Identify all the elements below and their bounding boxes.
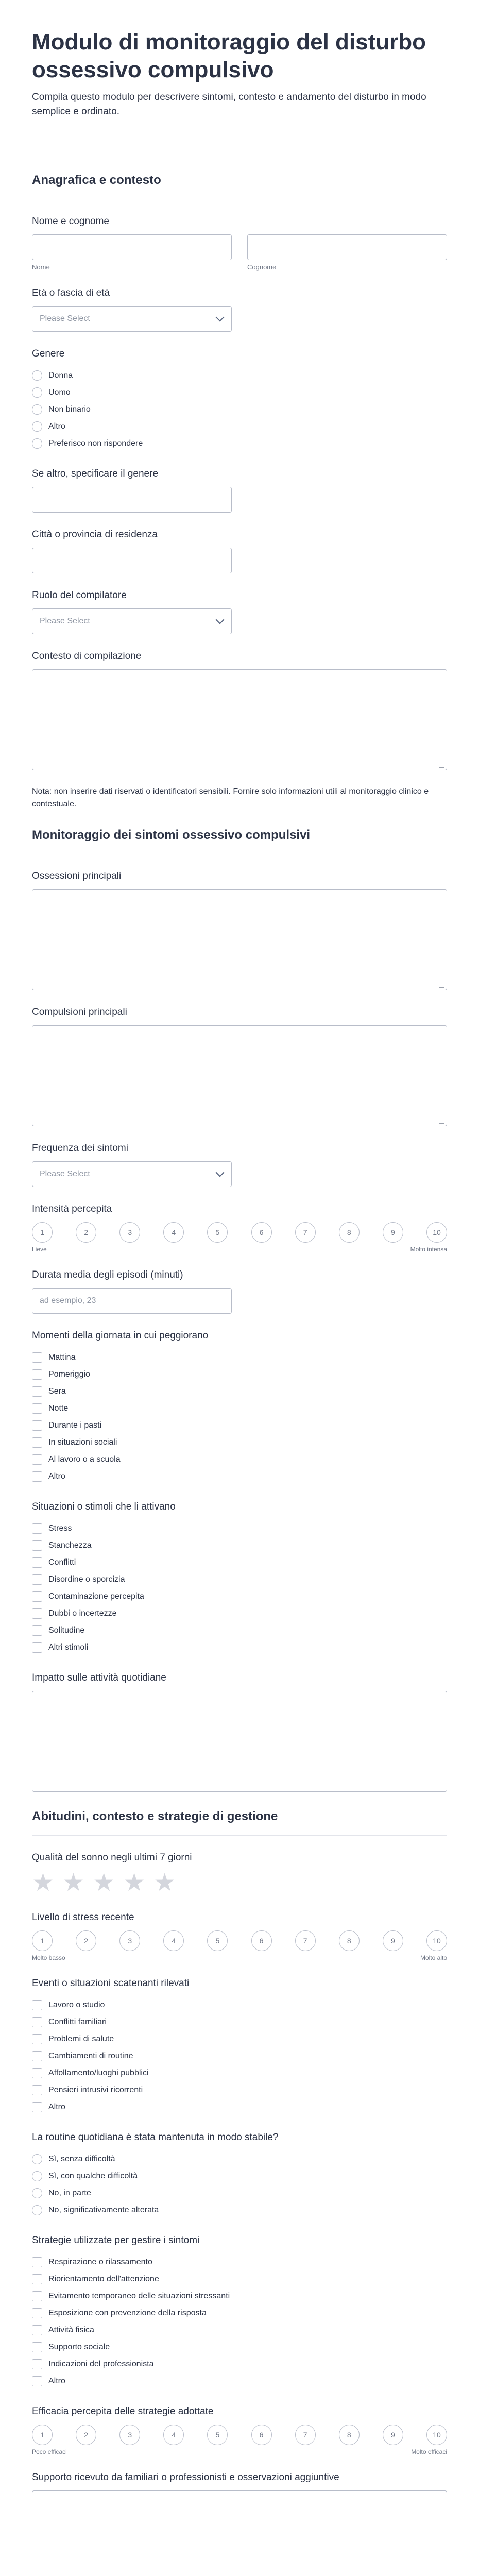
routine-option-label: Sì, senza difficoltà bbox=[48, 2154, 115, 2163]
star-icon[interactable]: ★ bbox=[62, 1869, 85, 1896]
checkbox[interactable] bbox=[32, 2085, 42, 2095]
checkbox[interactable] bbox=[32, 2034, 42, 2044]
strategies-option-label: Supporto sociale bbox=[48, 2342, 110, 2351]
strategies-option-label: Esposizione con prevenzione della risposta bbox=[48, 2308, 207, 2317]
resize-grip-icon[interactable] bbox=[439, 982, 444, 988]
gender-option-label: Donna bbox=[48, 370, 73, 380]
events-option-label: Altro bbox=[48, 2102, 65, 2111]
section-title-sintomi: Monitoraggio dei sintomi ossessivo compulsivi bbox=[32, 810, 447, 854]
checkbox[interactable] bbox=[32, 1403, 42, 1414]
support-textarea[interactable] bbox=[32, 2490, 447, 2576]
section-title-anagrafica: Anagrafica e contesto bbox=[32, 156, 447, 199]
checkbox[interactable] bbox=[32, 1471, 42, 1482]
routine-field bbox=[0, 2115, 479, 2218]
moments-option-label: Al lavoro o a scuola bbox=[48, 1454, 121, 1464]
moments-option[interactable] bbox=[32, 1417, 447, 1434]
first-name-sublabel: Nome bbox=[32, 263, 50, 271]
checkbox[interactable] bbox=[32, 1420, 42, 1431]
moments-option-label: In situazioni sociali bbox=[48, 1437, 117, 1447]
triggers-option[interactable] bbox=[32, 1605, 447, 1622]
radio-button[interactable] bbox=[32, 2205, 42, 2215]
triggers-option-label: Stress bbox=[48, 1523, 72, 1533]
checkbox[interactable] bbox=[32, 2102, 42, 2112]
moments-field bbox=[0, 1314, 479, 1485]
duration-input[interactable] bbox=[32, 1288, 232, 1314]
strategies-option[interactable] bbox=[32, 2253, 447, 2270]
resize-grip-icon[interactable] bbox=[439, 1118, 444, 1124]
checkbox[interactable] bbox=[32, 2051, 42, 2061]
triggers-option[interactable] bbox=[32, 1571, 447, 1588]
star-icon[interactable]: ★ bbox=[93, 1869, 115, 1896]
scale-option[interactable]: 1 bbox=[32, 1222, 53, 1243]
triggers-option[interactable] bbox=[32, 1537, 447, 1554]
strategies-option[interactable] bbox=[32, 2372, 447, 2389]
context-label: Contesto di compilazione bbox=[32, 651, 142, 662]
impact-label: Impatto sulle attività quotidiane bbox=[32, 1672, 166, 1683]
events-option-label: Affollamento/luoghi pubblici bbox=[48, 2068, 149, 2077]
gender-other-input[interactable] bbox=[32, 487, 232, 513]
compulsions-label: Compulsioni principali bbox=[32, 1007, 127, 1018]
section-title-abitudini: Abitudini, contesto e strategie di gestione bbox=[32, 1792, 447, 1836]
scale-option[interactable]: 9 bbox=[383, 1222, 403, 1243]
events-option[interactable] bbox=[32, 1996, 447, 2013]
scale-option[interactable]: 3 bbox=[119, 1930, 140, 1951]
checkbox[interactable] bbox=[32, 2376, 42, 2386]
scale-option[interactable]: 3 bbox=[119, 1222, 140, 1243]
moments-option-label: Sera bbox=[48, 1386, 66, 1396]
moments-option-label: Notte bbox=[48, 1403, 69, 1413]
routine-option-label: No, in parte bbox=[48, 2188, 91, 2197]
moments-option[interactable] bbox=[32, 1451, 447, 1468]
frequency-select-value: Please Select bbox=[40, 1170, 90, 1178]
impact-field bbox=[0, 1656, 479, 1792]
gender-other-label: Se altro, specificare il genere bbox=[32, 468, 159, 479]
triggers-option[interactable] bbox=[32, 1588, 447, 1605]
scale-high-label: Molto intensa bbox=[410, 1246, 447, 1253]
triggers-option-label: Altri stimoli bbox=[48, 1642, 89, 1652]
support-label: Supporto ricevuto da familiari o professionisti e osservazioni aggiuntive bbox=[32, 2472, 339, 2483]
scale-option[interactable]: 10 bbox=[426, 2425, 447, 2445]
name-label: Nome e cognome bbox=[32, 216, 109, 227]
resize-grip-icon[interactable] bbox=[439, 1784, 444, 1789]
radio-button[interactable] bbox=[32, 370, 42, 381]
first-name-input[interactable] bbox=[32, 234, 232, 260]
duration-label: Durata media degli episodi (minuti) bbox=[32, 1269, 183, 1280]
events-option-label: Cambiamenti di routine bbox=[48, 2051, 133, 2060]
chevron-down-icon bbox=[216, 616, 225, 624]
moments-option-label: Pomeriggio bbox=[48, 1369, 90, 1379]
stress-label: Livello di stress recente bbox=[32, 1912, 134, 1923]
strategies-option[interactable] bbox=[32, 2338, 447, 2355]
checkbox[interactable] bbox=[32, 2274, 42, 2284]
scale-option[interactable]: 4 bbox=[163, 1930, 184, 1951]
gender-option-label: Altro bbox=[48, 421, 65, 431]
scale-low-label: Poco efficaci bbox=[32, 2448, 67, 2455]
privacy-note: Nota: non inserire dati riservati o identificatori sensibili. Fornire solo informazioni utili al monitoraggio clinico e contestuale. bbox=[32, 787, 429, 808]
radio-button[interactable] bbox=[32, 421, 42, 432]
first-name-group bbox=[32, 234, 232, 271]
gender-option-label: Non binario bbox=[48, 404, 91, 414]
checkbox[interactable] bbox=[32, 2017, 42, 2027]
routine-label: La routine quotidiana è stata mantenuta in modo stabile? bbox=[32, 2132, 279, 2143]
gender-option[interactable] bbox=[32, 418, 447, 435]
strategies-option-label: Riorientamento dell'attenzione bbox=[48, 2274, 159, 2283]
radio-button[interactable] bbox=[32, 438, 42, 449]
strategies-option[interactable] bbox=[32, 2355, 447, 2372]
scale-option[interactable]: 1 bbox=[32, 2425, 53, 2445]
routine-options bbox=[32, 2150, 447, 2218]
checkbox[interactable] bbox=[32, 1540, 42, 1551]
gender-option-label: Preferisco non rispondere bbox=[48, 438, 143, 448]
strategies-field bbox=[0, 2218, 479, 2389]
last-name-sublabel: Cognome bbox=[247, 263, 277, 271]
age-label: Età o fascia di età bbox=[32, 287, 110, 298]
name-row bbox=[32, 234, 447, 271]
routine-option-label: No, significativamente alterata bbox=[48, 2205, 159, 2214]
triggers-option[interactable] bbox=[32, 1520, 447, 1537]
checkbox[interactable] bbox=[32, 1608, 42, 1619]
strategies-label: Strategie utilizzate per gestire i sintomi bbox=[32, 2235, 200, 2246]
compiler-select-value: Please Select bbox=[40, 617, 90, 625]
intensity-field bbox=[0, 1187, 479, 1253]
events-option[interactable] bbox=[32, 2030, 447, 2047]
scale-option[interactable]: 2 bbox=[76, 1930, 96, 1951]
sleep-star-rating bbox=[32, 1871, 447, 1895]
compiler-label: Ruolo del compilatore bbox=[32, 590, 127, 601]
obsessions-textarea[interactable] bbox=[32, 889, 447, 990]
form-title: Modulo di monitoraggio del disturbo ossessivo compulsivo bbox=[32, 29, 426, 82]
city-input[interactable] bbox=[32, 548, 232, 573]
strategies-option[interactable] bbox=[32, 2270, 447, 2287]
moments-option-label: Durante i pasti bbox=[48, 1420, 102, 1430]
events-field bbox=[0, 1961, 479, 2115]
events-option[interactable] bbox=[32, 2081, 447, 2098]
sleep-label: Qualità del sonno negli ultimi 7 giorni bbox=[32, 1852, 192, 1863]
gender-other-field bbox=[0, 452, 479, 513]
radio-button[interactable] bbox=[32, 2188, 42, 2198]
stress-field bbox=[0, 1895, 479, 1961]
age-field bbox=[0, 271, 479, 332]
scale-option[interactable]: 8 bbox=[339, 2425, 360, 2445]
chevron-down-icon bbox=[216, 1168, 225, 1177]
checkbox[interactable] bbox=[32, 2342, 42, 2352]
scale-option[interactable]: 7 bbox=[295, 1222, 316, 1243]
star-icon[interactable]: ★ bbox=[123, 1869, 146, 1896]
frequency-field bbox=[0, 1126, 479, 1187]
moments-option[interactable] bbox=[32, 1383, 447, 1400]
routine-option-label: Sì, con qualche difficoltà bbox=[48, 2171, 138, 2180]
scale-option[interactable]: 6 bbox=[251, 1222, 272, 1243]
gender-field bbox=[0, 332, 479, 452]
scale-option[interactable]: 3 bbox=[119, 2425, 140, 2445]
name-field bbox=[0, 199, 479, 271]
strategies-option[interactable] bbox=[32, 2287, 447, 2304]
intensity-scale-ends bbox=[32, 1246, 447, 1253]
events-options bbox=[32, 1996, 447, 2115]
obsessions-field bbox=[0, 854, 479, 990]
chevron-down-icon bbox=[216, 313, 225, 322]
scale-low-label: Molto basso bbox=[32, 1954, 65, 1961]
moments-option[interactable] bbox=[32, 1468, 447, 1485]
moments-option-label: Altro bbox=[48, 1471, 65, 1481]
context-field bbox=[0, 634, 479, 770]
triggers-option-label: Stanchezza bbox=[48, 1540, 92, 1550]
events-option-label: Pensieri intrusivi ricorrenti bbox=[48, 2085, 143, 2094]
routine-option[interactable] bbox=[32, 2150, 447, 2167]
strategies-option-label: Attività fisica bbox=[48, 2325, 94, 2334]
checkbox[interactable] bbox=[32, 1625, 42, 1636]
scale-low-label: Lieve bbox=[32, 1246, 47, 1253]
scale-option[interactable]: 9 bbox=[383, 1930, 403, 1951]
checkbox[interactable] bbox=[32, 2291, 42, 2301]
gender-option[interactable] bbox=[32, 401, 447, 418]
city-field bbox=[0, 513, 479, 573]
strategies-option-label: Respirazione o rilassamento bbox=[48, 2257, 152, 2266]
triggers-option[interactable] bbox=[32, 1554, 447, 1571]
intensity-scale bbox=[32, 1222, 447, 1243]
impact-textarea[interactable] bbox=[32, 1691, 447, 1792]
scale-option[interactable]: 6 bbox=[251, 1930, 272, 1951]
checkbox[interactable] bbox=[32, 1369, 42, 1380]
radio-button[interactable] bbox=[32, 404, 42, 415]
strategies-option-label: Indicazioni del professionista bbox=[48, 2359, 154, 2368]
checkbox[interactable] bbox=[32, 1352, 42, 1363]
stress-scale bbox=[32, 1930, 447, 1951]
scale-option[interactable]: 5 bbox=[207, 2425, 228, 2445]
moments-option[interactable] bbox=[32, 1349, 447, 1366]
radio-button[interactable] bbox=[32, 387, 42, 398]
scale-option[interactable]: 9 bbox=[383, 2425, 403, 2445]
intensity-label: Intensità percepita bbox=[32, 1204, 112, 1214]
moments-option[interactable] bbox=[32, 1400, 447, 1417]
age-select-value: Please Select bbox=[40, 314, 90, 323]
form-header bbox=[0, 0, 479, 140]
events-option-label: Conflitti familiari bbox=[48, 2017, 107, 2026]
strategies-options bbox=[32, 2253, 447, 2389]
scale-option[interactable]: 6 bbox=[251, 2425, 272, 2445]
moments-label: Momenti della giornata in cui peggiorano bbox=[32, 1330, 209, 1341]
radio-button[interactable] bbox=[32, 2154, 42, 2164]
duration-field bbox=[0, 1253, 479, 1314]
events-option-label: Problemi di salute bbox=[48, 2034, 114, 2043]
scale-option[interactable]: 1 bbox=[32, 1930, 53, 1951]
events-option[interactable] bbox=[32, 2064, 447, 2081]
compulsions-field bbox=[0, 990, 479, 1126]
scale-option[interactable]: 4 bbox=[163, 1222, 184, 1243]
moments-options bbox=[32, 1349, 447, 1485]
gender-option-label: Uomo bbox=[48, 387, 71, 397]
efficacy-field bbox=[0, 2389, 479, 2455]
compiler-select[interactable] bbox=[32, 608, 232, 634]
scale-option[interactable]: 4 bbox=[163, 2425, 184, 2445]
triggers-option-label: Contaminazione percepita bbox=[48, 1591, 144, 1601]
radio-button[interactable] bbox=[32, 2171, 42, 2181]
strategies-option[interactable] bbox=[32, 2321, 447, 2338]
frequency-select[interactable] bbox=[32, 1161, 232, 1187]
triggers-option-label: Conflitti bbox=[48, 1557, 76, 1567]
triggers-option-label: Disordine o sporcizia bbox=[48, 1574, 125, 1584]
routine-option[interactable] bbox=[32, 2184, 447, 2201]
events-option-label: Lavoro o studio bbox=[48, 2000, 105, 2009]
age-select[interactable] bbox=[32, 306, 232, 332]
triggers-field bbox=[0, 1485, 479, 1656]
gender-option[interactable] bbox=[32, 435, 447, 452]
triggers-option-label: Solitudine bbox=[48, 1625, 85, 1635]
events-label: Eventi o situazioni scatenanti rilevati bbox=[32, 1978, 190, 1989]
moments-option-label: Mattina bbox=[48, 1352, 76, 1362]
gender-label: Genere bbox=[32, 348, 65, 359]
checkbox[interactable] bbox=[32, 2308, 42, 2318]
scale-option[interactable]: 5 bbox=[207, 1930, 228, 1951]
scale-option[interactable]: 2 bbox=[76, 2425, 96, 2445]
triggers-option-label: Dubbi o incertezze bbox=[48, 1608, 117, 1618]
moments-option[interactable] bbox=[32, 1366, 447, 1383]
scale-option[interactable]: 5 bbox=[207, 1222, 228, 1243]
scale-option[interactable]: 10 bbox=[426, 1222, 447, 1243]
checkbox[interactable] bbox=[32, 1591, 42, 1602]
star-icon[interactable]: ★ bbox=[153, 1869, 176, 1896]
obsessions-label: Ossessioni principali bbox=[32, 871, 122, 882]
gender-option[interactable] bbox=[32, 367, 447, 384]
form-subtitle: Compila questo modulo per descrivere sintomi, contesto e andamento del disturbo in modo semplice e ordinato. bbox=[32, 92, 426, 117]
routine-option[interactable] bbox=[32, 2201, 447, 2218]
scale-option[interactable]: 8 bbox=[339, 1222, 360, 1243]
checkbox[interactable] bbox=[32, 2359, 42, 2369]
checkbox[interactable] bbox=[32, 2257, 42, 2267]
last-name-group bbox=[247, 234, 447, 271]
checkbox[interactable] bbox=[32, 1386, 42, 1397]
stress-scale-ends bbox=[32, 1954, 447, 1961]
efficacy-scale bbox=[32, 2425, 447, 2445]
gender-options bbox=[32, 367, 447, 452]
checkbox[interactable] bbox=[32, 1437, 42, 1448]
checkbox[interactable] bbox=[32, 2325, 42, 2335]
scale-option[interactable]: 8 bbox=[339, 1930, 360, 1951]
support-field bbox=[0, 2455, 479, 2576]
checkbox[interactable] bbox=[32, 1557, 42, 1568]
triggers-option[interactable] bbox=[32, 1622, 447, 1639]
checkbox[interactable] bbox=[32, 2000, 42, 2010]
compiler-field bbox=[0, 573, 479, 634]
scale-high-label: Molto efficaci bbox=[411, 2448, 447, 2455]
events-option[interactable] bbox=[32, 2098, 447, 2115]
strategies-option[interactable] bbox=[32, 2304, 447, 2321]
events-option[interactable] bbox=[32, 2047, 447, 2064]
strategies-option-label: Altro bbox=[48, 2376, 65, 2385]
star-icon[interactable]: ★ bbox=[32, 1869, 55, 1896]
checkbox[interactable] bbox=[32, 1523, 42, 1534]
strategies-option-label: Evitamento temporaneo delle situazioni stressanti bbox=[48, 2291, 230, 2300]
scale-option[interactable]: 2 bbox=[76, 1222, 96, 1243]
checkbox[interactable] bbox=[32, 1574, 42, 1585]
efficacy-label: Efficacia percepita delle strategie adottate bbox=[32, 2406, 214, 2417]
checkbox[interactable] bbox=[32, 1642, 42, 1653]
checkbox[interactable] bbox=[32, 2068, 42, 2078]
moments-option[interactable] bbox=[32, 1434, 447, 1451]
city-label: Città o provincia di residenza bbox=[32, 529, 158, 540]
triggers-options bbox=[32, 1520, 447, 1656]
last-name-input[interactable] bbox=[247, 234, 447, 260]
scale-option[interactable]: 7 bbox=[295, 1930, 316, 1951]
events-option[interactable] bbox=[32, 2013, 447, 2030]
checkbox[interactable] bbox=[32, 1454, 42, 1465]
compulsions-textarea[interactable] bbox=[32, 1025, 447, 1126]
frequency-label: Frequenza dei sintomi bbox=[32, 1143, 128, 1154]
scale-option[interactable]: 10 bbox=[426, 1930, 447, 1951]
triggers-label: Situazioni o stimoli che li attivano bbox=[32, 1501, 176, 1512]
gender-option[interactable] bbox=[32, 384, 447, 401]
routine-option[interactable] bbox=[32, 2167, 447, 2184]
context-textarea[interactable] bbox=[32, 669, 447, 770]
sleep-field bbox=[0, 1836, 479, 1895]
efficacy-scale-ends bbox=[32, 2448, 447, 2455]
scale-option[interactable]: 7 bbox=[295, 2425, 316, 2445]
resize-grip-icon[interactable] bbox=[439, 762, 444, 768]
triggers-option[interactable] bbox=[32, 1639, 447, 1656]
scale-high-label: Molto alto bbox=[420, 1954, 447, 1961]
